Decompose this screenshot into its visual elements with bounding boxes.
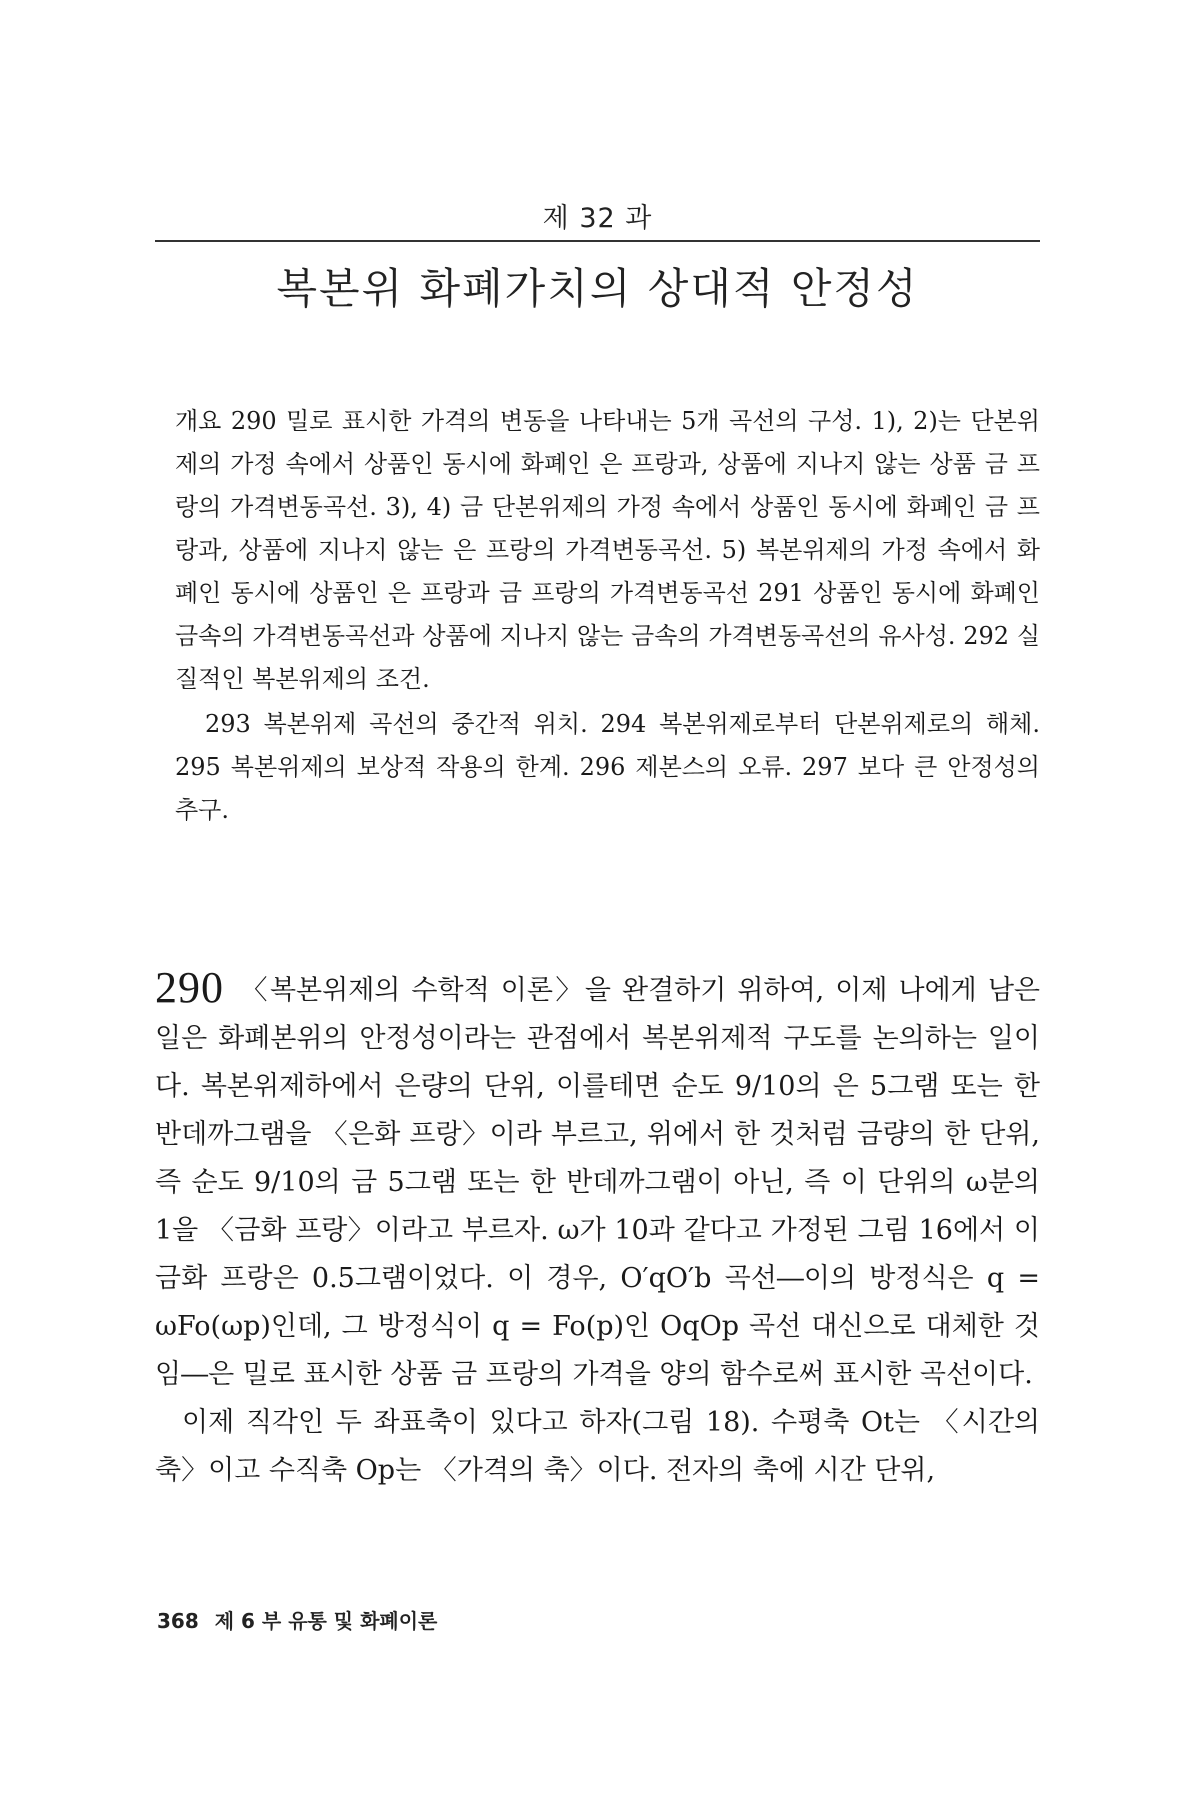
summary-paragraph: 개요 290 밀로 표시한 가격의 변동을 나타내는 5개 곡선의 구성. 1), 2)는 단본위제의 가정 속에서 상품인 동시에 화폐인 은 프랑과, 상품에 지나지 않는 상품 금 프랑의 가격변동곡선. 3), 4) 금 단본위제의 가정 속에서 상품인 동시에 화폐인 금 프랑과, 상품에 지나지 않는 은 프랑의 가격변동곡선. 5) 복본위제의 가정 속에서 화폐인 동시에 상품인 은 프랑과 금 프랑의 가격변동곡선 291 상품인 동시에 화폐인 금속의 가격변동곡선과 상품에 지나지 않는 금속의 가격변동곡선의 유사성. 292 실질적인 복본위제의 조건. [175, 407, 1040, 693]
chapter-summary [175, 400, 1040, 832]
paragraph-number: 290 [155, 963, 224, 1012]
body-paragraph-text: 〈복본위제의 수학적 이론〉을 완결하기 위하여, 이제 나에게 남은 일은 화폐본위의 안정성이라는 관점에서 복본위제적 구도를 논의하는 일이다. 복본위제하에서 은량의 단위, 이를테면 순도 9/10의 은 5그램 또는 한 반데까그램을 〈은화 프랑〉이라 부르고, 위에서 한 것처럼 금량의 한 단위, 즉 순도 9/10의 금 5그램 또는 한 반데까그램이 아닌, 즉 이 단위의 ω분의 1을 〈금화 프랑〉이라고 부르자. ω가 10과 같다고 가정된 그림 16에서 이 금화 프랑은 0.5그램이었다. 이 경우, O′qO′b 곡선―이의 방정식은 q = ωFo(ωp)인데, 그 방정식이 q = Fo(p)인 OqOp 곡선 대신으로 대체한 것임―은 밀로 표시한 상품 금 프랑의 가격을 양의 함수로써 표시한 곡선이다. [155, 975, 1040, 1390]
body-paragraph: 이제 직각인 두 좌표축이 있다고 하자(그림 18). 수평축 Ot는 〈시간의 축〉이고 수직축 Op는 〈가격의 축〉이다. 전자의 축에 시간 단위, [155, 1407, 1040, 1486]
body-paragraph [155, 964, 1040, 1399]
page-number: 368 [157, 1609, 199, 1633]
summary-paragraph: 293 복본위제 곡선의 중간적 위치. 294 복본위제로부터 단본위제로의 해체. 295 복본위제의 보상적 작용의 한계. 296 제본스의 오류. 297 보다 큰 안정성의 추구. [175, 710, 1040, 824]
page-footer [157, 1605, 437, 1634]
main-text [155, 964, 1040, 1495]
chapter-title: 복본위 화폐가치의 상대적 안정성 [276, 264, 919, 313]
part-label: 제 6 부 유통 및 화폐이론 [214, 1609, 438, 1633]
title-divider [155, 240, 1040, 242]
chapter-label: 제 32 과 [542, 203, 653, 234]
